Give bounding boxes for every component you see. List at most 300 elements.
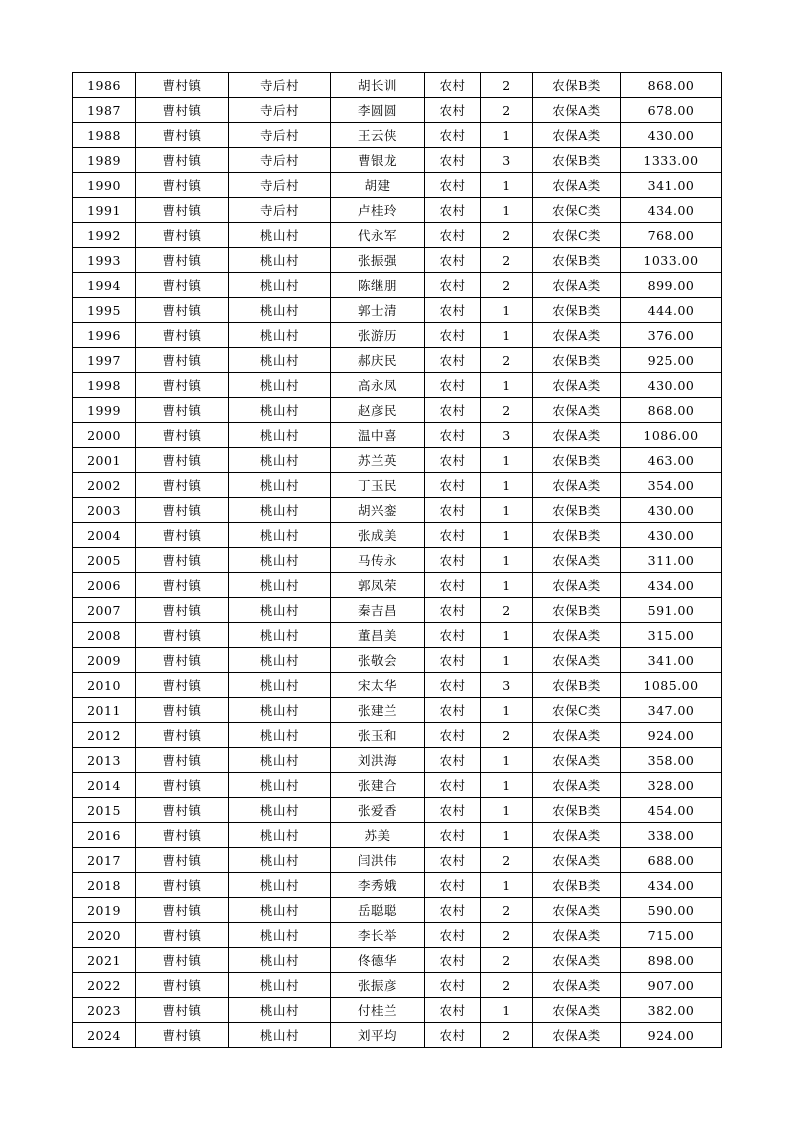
cell-type: 农村 (425, 273, 481, 298)
cell-village: 桃山村 (229, 798, 331, 823)
table-row (73, 248, 722, 273)
cell-name: 张玉和 (331, 723, 425, 748)
cell-id: 2023 (73, 998, 136, 1023)
cell-amount: 338.00 (621, 823, 722, 848)
cell-town: 曹村镇 (136, 773, 229, 798)
cell-count: 1 (481, 823, 533, 848)
cell-name: 胡兴銮 (331, 498, 425, 523)
cell-category: 农保B类 (533, 448, 621, 473)
cell-village: 桃山村 (229, 723, 331, 748)
cell-category: 农保A类 (533, 548, 621, 573)
cell-count: 2 (481, 898, 533, 923)
cell-category: 农保A类 (533, 173, 621, 198)
table-row (73, 648, 722, 673)
cell-town: 曹村镇 (136, 398, 229, 423)
cell-category: 农保A类 (533, 323, 621, 348)
cell-name: 秦吉昌 (331, 598, 425, 623)
cell-type: 农村 (425, 773, 481, 798)
table-row (73, 348, 722, 373)
cell-id: 2006 (73, 573, 136, 598)
cell-count: 1 (481, 648, 533, 673)
cell-id: 2001 (73, 448, 136, 473)
cell-name: 高永凤 (331, 373, 425, 398)
cell-id: 2008 (73, 623, 136, 648)
cell-name: 张爱香 (331, 798, 425, 823)
cell-category: 农保C类 (533, 198, 621, 223)
cell-village: 桃山村 (229, 448, 331, 473)
cell-count: 3 (481, 423, 533, 448)
cell-type: 农村 (425, 648, 481, 673)
cell-village: 桃山村 (229, 998, 331, 1023)
cell-amount: 354.00 (621, 473, 722, 498)
cell-town: 曹村镇 (136, 223, 229, 248)
cell-village: 桃山村 (229, 1023, 331, 1048)
cell-town: 曹村镇 (136, 948, 229, 973)
cell-category: 农保B类 (533, 498, 621, 523)
cell-amount: 430.00 (621, 123, 722, 148)
table-row (73, 923, 722, 948)
cell-category: 农保A类 (533, 848, 621, 873)
cell-town: 曹村镇 (136, 823, 229, 848)
cell-amount: 898.00 (621, 948, 722, 973)
cell-type: 农村 (425, 473, 481, 498)
cell-name: 丁玉民 (331, 473, 425, 498)
cell-town: 曹村镇 (136, 473, 229, 498)
cell-category: 农保C类 (533, 698, 621, 723)
cell-amount: 434.00 (621, 873, 722, 898)
subsidy-table (72, 72, 722, 1048)
cell-amount: 715.00 (621, 923, 722, 948)
table-row (73, 73, 722, 98)
cell-count: 2 (481, 598, 533, 623)
cell-category: 农保B类 (533, 73, 621, 98)
cell-name: 王云侠 (331, 123, 425, 148)
cell-amount: 924.00 (621, 1023, 722, 1048)
cell-village: 桃山村 (229, 298, 331, 323)
cell-village: 寺后村 (229, 98, 331, 123)
cell-name: 马传永 (331, 548, 425, 573)
cell-village: 桃山村 (229, 948, 331, 973)
cell-town: 曹村镇 (136, 98, 229, 123)
cell-amount: 341.00 (621, 173, 722, 198)
cell-type: 农村 (425, 698, 481, 723)
cell-id: 1997 (73, 348, 136, 373)
cell-name: 郝庆民 (331, 348, 425, 373)
table-row (73, 973, 722, 998)
cell-amount: 907.00 (621, 973, 722, 998)
cell-count: 2 (481, 398, 533, 423)
cell-town: 曹村镇 (136, 423, 229, 448)
cell-name: 胡建 (331, 173, 425, 198)
cell-type: 农村 (425, 673, 481, 698)
cell-id: 2017 (73, 848, 136, 873)
cell-category: 农保A类 (533, 823, 621, 848)
cell-town: 曹村镇 (136, 548, 229, 573)
cell-type: 农村 (425, 623, 481, 648)
table-row (73, 773, 722, 798)
cell-id: 1989 (73, 148, 136, 173)
table-row (73, 898, 722, 923)
cell-village: 桃山村 (229, 823, 331, 848)
cell-amount: 768.00 (621, 223, 722, 248)
cell-village: 桃山村 (229, 698, 331, 723)
cell-id: 2002 (73, 473, 136, 498)
cell-town: 曹村镇 (136, 123, 229, 148)
cell-id: 2019 (73, 898, 136, 923)
cell-name: 李长举 (331, 923, 425, 948)
cell-village: 桃山村 (229, 348, 331, 373)
cell-category: 农保B类 (533, 598, 621, 623)
cell-village: 桃山村 (229, 848, 331, 873)
cell-id: 1992 (73, 223, 136, 248)
cell-count: 2 (481, 923, 533, 948)
cell-name: 苏美 (331, 823, 425, 848)
cell-town: 曹村镇 (136, 623, 229, 648)
table-row (73, 173, 722, 198)
cell-town: 曹村镇 (136, 898, 229, 923)
cell-name: 陈继朋 (331, 273, 425, 298)
cell-type: 农村 (425, 248, 481, 273)
table-row (73, 98, 722, 123)
cell-village: 寺后村 (229, 198, 331, 223)
cell-village: 寺后村 (229, 73, 331, 98)
cell-type: 农村 (425, 73, 481, 98)
table-row (73, 848, 722, 873)
cell-category: 农保B类 (533, 348, 621, 373)
cell-type: 农村 (425, 898, 481, 923)
cell-id: 2004 (73, 523, 136, 548)
cell-type: 农村 (425, 348, 481, 373)
cell-count: 2 (481, 223, 533, 248)
cell-amount: 358.00 (621, 748, 722, 773)
cell-type: 农村 (425, 498, 481, 523)
cell-id: 2012 (73, 723, 136, 748)
cell-type: 农村 (425, 548, 481, 573)
table-body (73, 73, 722, 1048)
cell-id: 1994 (73, 273, 136, 298)
cell-type: 农村 (425, 98, 481, 123)
cell-type: 农村 (425, 398, 481, 423)
cell-count: 1 (481, 623, 533, 648)
cell-count: 1 (481, 523, 533, 548)
cell-category: 农保B类 (533, 248, 621, 273)
cell-type: 农村 (425, 373, 481, 398)
cell-count: 1 (481, 173, 533, 198)
cell-count: 2 (481, 98, 533, 123)
cell-amount: 347.00 (621, 698, 722, 723)
cell-amount: 434.00 (621, 573, 722, 598)
cell-id: 2000 (73, 423, 136, 448)
cell-id: 2016 (73, 823, 136, 848)
cell-town: 曹村镇 (136, 798, 229, 823)
cell-amount: 315.00 (621, 623, 722, 648)
cell-village: 桃山村 (229, 648, 331, 673)
cell-amount: 341.00 (621, 648, 722, 673)
cell-category: 农保B类 (533, 523, 621, 548)
cell-name: 张游历 (331, 323, 425, 348)
cell-count: 1 (481, 198, 533, 223)
cell-type: 农村 (425, 448, 481, 473)
cell-amount: 1085.00 (621, 673, 722, 698)
cell-type: 农村 (425, 873, 481, 898)
table-row (73, 948, 722, 973)
cell-amount: 1333.00 (621, 148, 722, 173)
cell-village: 桃山村 (229, 273, 331, 298)
cell-village: 桃山村 (229, 323, 331, 348)
cell-id: 1999 (73, 398, 136, 423)
cell-type: 农村 (425, 323, 481, 348)
cell-name: 郭凤荣 (331, 573, 425, 598)
cell-amount: 925.00 (621, 348, 722, 373)
table-row (73, 323, 722, 348)
cell-amount: 590.00 (621, 898, 722, 923)
cell-category: 农保A类 (533, 423, 621, 448)
cell-village: 桃山村 (229, 898, 331, 923)
cell-town: 曹村镇 (136, 1023, 229, 1048)
table-row (73, 123, 722, 148)
cell-id: 2010 (73, 673, 136, 698)
cell-village: 桃山村 (229, 548, 331, 573)
cell-name: 宋太华 (331, 673, 425, 698)
cell-id: 2003 (73, 498, 136, 523)
table-row (73, 548, 722, 573)
cell-count: 2 (481, 348, 533, 373)
table-row (73, 623, 722, 648)
cell-town: 曹村镇 (136, 498, 229, 523)
cell-amount: 899.00 (621, 273, 722, 298)
cell-id: 1991 (73, 198, 136, 223)
cell-amount: 463.00 (621, 448, 722, 473)
table-row (73, 673, 722, 698)
cell-id: 1996 (73, 323, 136, 348)
cell-count: 1 (481, 123, 533, 148)
cell-id: 2014 (73, 773, 136, 798)
cell-category: 农保B类 (533, 673, 621, 698)
cell-category: 农保A类 (533, 98, 621, 123)
cell-name: 付桂兰 (331, 998, 425, 1023)
cell-count: 1 (481, 298, 533, 323)
cell-name: 张建合 (331, 773, 425, 798)
cell-village: 寺后村 (229, 123, 331, 148)
cell-category: 农保A类 (533, 923, 621, 948)
cell-category: 农保A类 (533, 998, 621, 1023)
cell-village: 桃山村 (229, 223, 331, 248)
cell-category: 农保B类 (533, 798, 621, 823)
cell-count: 1 (481, 548, 533, 573)
cell-village: 桃山村 (229, 423, 331, 448)
cell-town: 曹村镇 (136, 723, 229, 748)
cell-name: 张振强 (331, 248, 425, 273)
cell-town: 曹村镇 (136, 448, 229, 473)
cell-category: 农保A类 (533, 398, 621, 423)
cell-id: 2009 (73, 648, 136, 673)
table-row (73, 498, 722, 523)
cell-town: 曹村镇 (136, 848, 229, 873)
cell-village: 桃山村 (229, 473, 331, 498)
cell-name: 曹银龙 (331, 148, 425, 173)
cell-name: 李圆圆 (331, 98, 425, 123)
cell-name: 胡长训 (331, 73, 425, 98)
cell-amount: 382.00 (621, 998, 722, 1023)
table-row (73, 198, 722, 223)
cell-town: 曹村镇 (136, 298, 229, 323)
cell-village: 桃山村 (229, 498, 331, 523)
cell-type: 农村 (425, 723, 481, 748)
table-row (73, 273, 722, 298)
table-row (73, 598, 722, 623)
cell-amount: 376.00 (621, 323, 722, 348)
cell-town: 曹村镇 (136, 748, 229, 773)
cell-count: 1 (481, 498, 533, 523)
cell-category: 农保A类 (533, 273, 621, 298)
cell-town: 曹村镇 (136, 973, 229, 998)
cell-amount: 591.00 (621, 598, 722, 623)
cell-name: 刘洪海 (331, 748, 425, 773)
cell-count: 1 (481, 698, 533, 723)
cell-name: 代永军 (331, 223, 425, 248)
cell-count: 3 (481, 148, 533, 173)
cell-id: 2022 (73, 973, 136, 998)
cell-count: 1 (481, 448, 533, 473)
cell-category: 农保A类 (533, 623, 621, 648)
cell-village: 桃山村 (229, 873, 331, 898)
cell-village: 桃山村 (229, 923, 331, 948)
cell-type: 农村 (425, 123, 481, 148)
cell-amount: 444.00 (621, 298, 722, 323)
cell-amount: 430.00 (621, 523, 722, 548)
cell-category: 农保B类 (533, 148, 621, 173)
cell-type: 农村 (425, 223, 481, 248)
cell-name: 李秀娥 (331, 873, 425, 898)
cell-id: 1988 (73, 123, 136, 148)
cell-count: 1 (481, 573, 533, 598)
cell-amount: 430.00 (621, 498, 722, 523)
cell-category: 农保A类 (533, 948, 621, 973)
table-row (73, 423, 722, 448)
cell-category: 农保A类 (533, 373, 621, 398)
cell-name: 董昌美 (331, 623, 425, 648)
cell-type: 农村 (425, 523, 481, 548)
cell-id: 1986 (73, 73, 136, 98)
cell-count: 2 (481, 973, 533, 998)
cell-name: 闫洪伟 (331, 848, 425, 873)
cell-type: 农村 (425, 198, 481, 223)
cell-village: 寺后村 (229, 148, 331, 173)
table-row (73, 573, 722, 598)
cell-amount: 868.00 (621, 73, 722, 98)
cell-amount: 868.00 (621, 398, 722, 423)
cell-village: 桃山村 (229, 673, 331, 698)
cell-name: 张振彦 (331, 973, 425, 998)
cell-type: 农村 (425, 173, 481, 198)
table-row (73, 873, 722, 898)
cell-town: 曹村镇 (136, 698, 229, 723)
cell-town: 曹村镇 (136, 273, 229, 298)
cell-amount: 311.00 (621, 548, 722, 573)
cell-amount: 1086.00 (621, 423, 722, 448)
cell-type: 农村 (425, 798, 481, 823)
table-row (73, 823, 722, 848)
cell-count: 1 (481, 773, 533, 798)
cell-category: 农保C类 (533, 223, 621, 248)
cell-count: 2 (481, 1023, 533, 1048)
cell-amount: 678.00 (621, 98, 722, 123)
cell-category: 农保B类 (533, 873, 621, 898)
cell-village: 桃山村 (229, 598, 331, 623)
cell-village: 桃山村 (229, 573, 331, 598)
cell-town: 曹村镇 (136, 148, 229, 173)
table-row (73, 748, 722, 773)
cell-town: 曹村镇 (136, 598, 229, 623)
cell-name: 卢桂玲 (331, 198, 425, 223)
cell-amount: 924.00 (621, 723, 722, 748)
cell-town: 曹村镇 (136, 998, 229, 1023)
table-row (73, 1023, 722, 1048)
cell-id: 2020 (73, 923, 136, 948)
cell-village: 桃山村 (229, 773, 331, 798)
cell-village: 桃山村 (229, 248, 331, 273)
cell-count: 2 (481, 73, 533, 98)
table-row (73, 523, 722, 548)
cell-amount: 434.00 (621, 198, 722, 223)
cell-village: 桃山村 (229, 373, 331, 398)
cell-name: 郭士清 (331, 298, 425, 323)
cell-town: 曹村镇 (136, 673, 229, 698)
cell-town: 曹村镇 (136, 248, 229, 273)
cell-town: 曹村镇 (136, 198, 229, 223)
cell-id: 2005 (73, 548, 136, 573)
cell-category: 农保A类 (533, 123, 621, 148)
cell-amount: 328.00 (621, 773, 722, 798)
cell-amount: 688.00 (621, 848, 722, 873)
cell-count: 2 (481, 248, 533, 273)
cell-id: 2013 (73, 748, 136, 773)
cell-id: 2024 (73, 1023, 136, 1048)
cell-id: 2007 (73, 598, 136, 623)
cell-count: 1 (481, 748, 533, 773)
cell-name: 张敬会 (331, 648, 425, 673)
cell-town: 曹村镇 (136, 323, 229, 348)
cell-town: 曹村镇 (136, 923, 229, 948)
cell-name: 张建兰 (331, 698, 425, 723)
cell-town: 曹村镇 (136, 348, 229, 373)
table-row (73, 698, 722, 723)
cell-name: 赵彦民 (331, 398, 425, 423)
cell-type: 农村 (425, 998, 481, 1023)
cell-count: 2 (481, 948, 533, 973)
cell-category: 农保A类 (533, 473, 621, 498)
cell-village: 桃山村 (229, 973, 331, 998)
cell-type: 农村 (425, 598, 481, 623)
cell-type: 农村 (425, 298, 481, 323)
table-row (73, 373, 722, 398)
cell-town: 曹村镇 (136, 873, 229, 898)
cell-town: 曹村镇 (136, 373, 229, 398)
cell-village: 桃山村 (229, 398, 331, 423)
cell-id: 1993 (73, 248, 136, 273)
cell-amount: 1033.00 (621, 248, 722, 273)
cell-village: 桃山村 (229, 523, 331, 548)
cell-id: 2015 (73, 798, 136, 823)
cell-type: 农村 (425, 948, 481, 973)
cell-type: 农村 (425, 748, 481, 773)
table-row (73, 448, 722, 473)
table-row (73, 798, 722, 823)
cell-type: 农村 (425, 1023, 481, 1048)
cell-town: 曹村镇 (136, 573, 229, 598)
cell-category: 农保A类 (533, 723, 621, 748)
cell-category: 农保A类 (533, 1023, 621, 1048)
